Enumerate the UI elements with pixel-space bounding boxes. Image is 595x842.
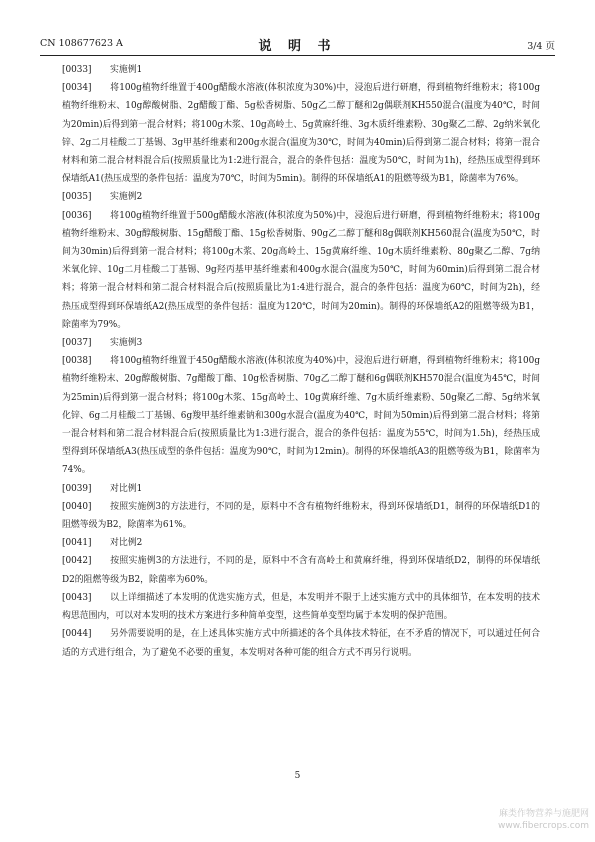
patent-number: CN 108677623 A xyxy=(40,38,123,49)
heading-text: 实施例1 xyxy=(110,65,143,75)
paragraph xyxy=(62,79,540,188)
document-body xyxy=(62,61,540,662)
heading-text: 实施例2 xyxy=(110,192,143,203)
paragraph-number: [0039] xyxy=(62,483,92,494)
paragraph-number: [0042] xyxy=(62,556,92,567)
paragraph-number: [0035] xyxy=(62,192,92,203)
paragraph xyxy=(62,352,540,479)
paragraph-number: [0044] xyxy=(62,629,92,640)
heading-text: 对比例1 xyxy=(110,483,143,494)
paragraph xyxy=(62,589,540,625)
watermark-text-cn: 麻类作物营养与施肥网 xyxy=(498,809,589,819)
heading-text: 实施例3 xyxy=(110,338,143,349)
watermark xyxy=(498,808,589,832)
paragraph-number: [0038] xyxy=(62,356,92,367)
paragraph-text: 按照实施例3的方法进行，不同的是，原料中不含有高岭土和黄麻纤维，得到环保墙纸D2，制得的环保墙纸D2的阻燃等级为B2，除菌率为60%。 xyxy=(62,556,540,585)
document-title: 说 明 书 xyxy=(258,39,337,54)
paragraph-number: [0043] xyxy=(62,592,92,603)
paragraph-text: 将100g植物纤维置于450g醋酸水溶液(体积浓度为40%)中，浸泡后进行研磨，得到植物纤维粉末；将100g植物纤维粉末、20g醇酸树脂、7g醋酸丁酯、10g松香树脂、70g乙二醇丁醚和6g偶联剂KH570混合(温度为45℃，时间为25min)后得到第一混合材料；将100g木浆、15g高岭土、10g黄麻纤维、7g木质纤维素粉、50g聚乙二醇、5g纳米氧化锌、6g二月桂酸二丁基锡、6g羧甲基纤维素钠和300g水混合(温度为40℃，时间为50min)后得到第二混合材料；将第一混合材料和第二混合材料混合后(按照质量比为1:3进行混合，混合的条件包括：温度为55℃，时间为1.5h)，经热压成型得到环保墙纸A3(热压成型的条件包括：温度为90℃，时间为12min)。制得的环保墙纸A3的阻燃等级为B1，除菌率为74%。 xyxy=(62,356,540,476)
heading-text: 对比例2 xyxy=(110,538,143,549)
paragraph-text: 将100g植物纤维置于400g醋酸水溶液(体积浓度为30%)中，浸泡后进行研磨，得到植物纤维粉末；将100g植物纤维粉末、10g醇酸树脂、2g醋酸丁酯、5g松香树脂、50g乙二醇丁醚和2g偶联剂KH550混合(温度为40℃，时间为20min)后得到第一混合材料；将100g木浆、10g高岭土、5g黄麻纤维、3g木质纤维素粉、30g聚乙二醇、2g纳米氧化锌、2g二月桂酸二丁基锡、3g甲基纤维素和200g水混合(温度为30℃，时间为40min)后得到第二混合材料；将第一混合材料和第二混合材料混合后(按照质量比为1:2进行混合，混合的条件包括：温度为50℃，时间为1h)，经热压成型得到环保墙纸A1(热压成型的条件包括：温度为70℃，时间为5min)。制得的环保墙纸A1的阻燃等级为B1，除菌率为76%。 xyxy=(62,83,540,185)
page-header xyxy=(40,35,555,53)
paragraph-text: 另外需要说明的是，在上述具体实施方式中所描述的各个具体技术特征，在不矛盾的情况下，可以通过任何合适的方式进行组合，为了避免不必要的重复，本发明对各种可能的组合方式不再另行说明。 xyxy=(62,629,540,658)
paragraph xyxy=(62,207,540,334)
paragraph xyxy=(62,625,540,661)
section-heading xyxy=(62,61,540,79)
page-indicator: 3/4 页 xyxy=(527,41,555,52)
paragraph-text: 将100g植物纤维置于500g醋酸水溶液(体积浓度为50%)中，浸泡后进行研磨，得到植物纤维粉末；将100g植物纤维粉末、30g醇酸树脂、15g醋酸丁酯、15g松香树脂、90g乙二醇丁醚和8g偶联剂KH560混合(温度为50℃，时间为30min)后得到第一混合材料；将100g木浆、20g高岭土、15g黄麻纤维、10g木质纤维素粉、80g聚乙二醇、7g纳米氧化锌、10g二月桂酸二丁基锡、9g羟丙基甲基纤维素和400g水混合(温度为50℃，时间为60min)后得到第二混合材料；将第一混合材料和第二混合材料混合后(按照质量比为1:4进行混合，混合的条件包括：温度为60℃，时间为2h)，经热压成型得到环保墙纸A2(热压成型的条件包括：温度为120℃，时间为20min)。制得的环保墙纸A2的阻燃等级为B1，除菌率为79%。 xyxy=(62,210,540,330)
section-heading xyxy=(62,480,540,498)
paragraph-number: [0040] xyxy=(62,501,92,512)
section-heading xyxy=(62,334,540,352)
paragraph-text: 按照实施例3的方法进行，不同的是，原料中不含有植物纤维粉末，得到环保墙纸D1，制得的环保墙纸D1的阻燃等级为B2，除菌率为61%。 xyxy=(62,501,540,531)
paragraph xyxy=(62,498,540,534)
paragraph-number: [0037] xyxy=(62,338,92,349)
paragraph-number: [0036] xyxy=(62,210,92,221)
watermark-url: www.fibercrops.com xyxy=(498,821,589,831)
section-heading xyxy=(62,188,540,206)
page-number: 5 xyxy=(294,771,301,781)
section-heading xyxy=(62,534,540,552)
paragraph-text: 以上详细描述了本发明的优选实施方式，但是，本发明并不限于上述实施方式中的具体细节，在本发明的技术构思范围内，可以对本发明的技术方案进行多种简单变型，这些简单变型均属于本发明的保护范围。 xyxy=(62,592,540,622)
paragraph xyxy=(62,552,540,588)
paragraph-number: [0034] xyxy=(62,83,92,94)
paragraph-number: [0041] xyxy=(62,538,92,549)
paragraph-number: [0033] xyxy=(62,65,92,75)
header-divider xyxy=(40,55,555,56)
